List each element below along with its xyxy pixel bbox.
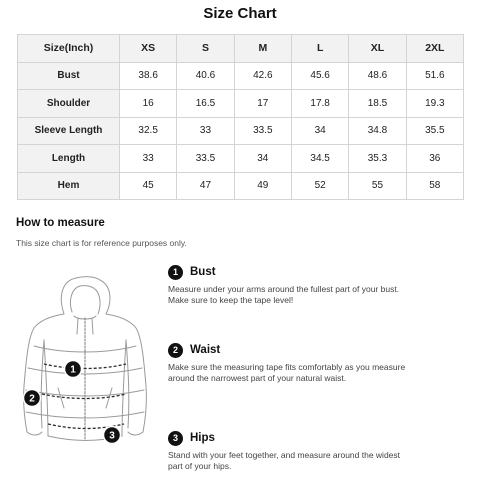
table-cell: 51.6 — [406, 62, 463, 90]
table-cell: 17.8 — [291, 90, 348, 118]
header-m: M — [234, 35, 291, 63]
row-label: Length — [18, 145, 120, 173]
table-row — [18, 62, 464, 90]
step-hips — [168, 430, 408, 472]
step-waist — [168, 342, 408, 384]
table-cell: 55 — [349, 172, 406, 200]
marker-2 — [24, 390, 41, 407]
table-cell: 33.5 — [177, 145, 234, 173]
row-label: Bust — [18, 62, 120, 90]
number-badge: 1 — [168, 265, 183, 280]
table-cell: 17 — [234, 90, 291, 118]
table-cell: 40.6 — [177, 62, 234, 90]
step-name: Hips — [190, 432, 215, 444]
table-cell: 16 — [120, 90, 177, 118]
table-cell: 34.5 — [291, 145, 348, 173]
table-header-row — [18, 35, 464, 63]
table-cell: 33 — [120, 145, 177, 173]
marker-3 — [104, 427, 121, 444]
table-cell: 34.8 — [349, 117, 406, 145]
step-name: Waist — [190, 344, 221, 356]
table-cell: 52 — [291, 172, 348, 200]
header-size: Size(Inch) — [18, 35, 120, 63]
table-cell: 33 — [177, 117, 234, 145]
number-badge: 3 — [168, 431, 183, 446]
table-cell: 19.3 — [406, 90, 463, 118]
table-cell: 34 — [291, 117, 348, 145]
hooded-jacket-illustration — [14, 276, 154, 451]
step-description: Measure under your arms around the fullest part of your bust. Make sure to keep the tape level! — [168, 284, 400, 305]
marker-label: 3 — [109, 430, 115, 442]
table-cell: 34 — [234, 145, 291, 173]
step-description: Make sure the measuring tape fits comfortably as you measure around the narrowest part of your natural waist. — [168, 362, 406, 383]
table-cell: 35.5 — [406, 117, 463, 145]
table-row — [18, 145, 464, 173]
row-label: Shoulder — [18, 90, 120, 118]
size-chart-table — [17, 34, 464, 200]
number-badge: 2 — [168, 343, 183, 358]
table-cell: 45 — [120, 172, 177, 200]
header-xs: XS — [120, 35, 177, 63]
table-cell: 42.6 — [234, 62, 291, 90]
row-label: Sleeve Length — [18, 117, 120, 145]
marker-1 — [65, 361, 82, 378]
table-row — [18, 117, 464, 145]
page-title: Size Chart — [203, 5, 277, 22]
how-to-measure-title: How to measure — [16, 217, 105, 229]
table-row — [18, 172, 464, 200]
header-s: S — [177, 35, 234, 63]
table-cell: 58 — [406, 172, 463, 200]
header-xl: XL — [349, 35, 406, 63]
marker-label: 1 — [70, 364, 76, 376]
header-2xl: 2XL — [406, 35, 463, 63]
table-cell: 18.5 — [349, 90, 406, 118]
reference-note: This size chart is for reference purposes only. — [16, 238, 187, 248]
marker-label: 2 — [29, 393, 35, 405]
step-description: Stand with your feet together, and measure around the widest part of your hips. — [168, 450, 401, 471]
table-row — [18, 90, 464, 118]
table-cell: 47 — [177, 172, 234, 200]
table-cell: 35.3 — [349, 145, 406, 173]
table-cell: 45.6 — [291, 62, 348, 90]
table-cell: 16.5 — [177, 90, 234, 118]
table-cell: 48.6 — [349, 62, 406, 90]
table-cell: 33.5 — [234, 117, 291, 145]
step-bust — [168, 264, 408, 306]
step-name: Bust — [190, 266, 216, 278]
header-l: L — [291, 35, 348, 63]
table-cell: 32.5 — [120, 117, 177, 145]
table-cell: 36 — [406, 145, 463, 173]
table-cell: 38.6 — [120, 62, 177, 90]
table-cell: 49 — [234, 172, 291, 200]
row-label: Hem — [18, 172, 120, 200]
